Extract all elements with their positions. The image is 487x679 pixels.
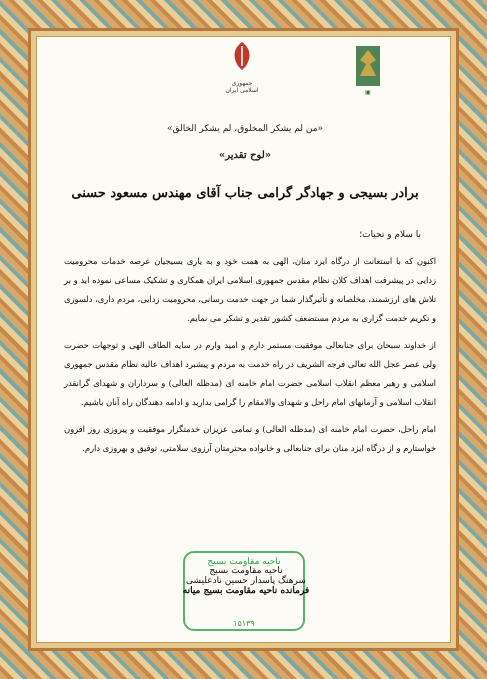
stamp-text: ناحیه مقاومت بسیج [207,557,281,567]
award-title: «لوح تقدیر» [218,150,272,161]
recipient-line: برادر بسیجی و جهادگر گرامی جناب آقای مهندس مسعود حسنی [71,186,419,201]
stamp-code: ۱۵۱۳۹ [233,619,255,628]
svg-text:▣: ▣ [365,89,371,96]
certificate-body [64,252,436,466]
emblem-caption: جمهوری اسلامی ایران [225,80,259,94]
signature-title: ناحیه مقاومت بسیج [209,566,283,576]
signatory-org: فرمانده ناحیه مقاومت بسیج میانه [182,586,310,596]
signatory-name: سرهنگ پاسدار حسین نادعلیشی [186,576,306,586]
paragraph-2: از خداوند سبحان برای جنابعالی موفقیت مستمر دارم و امید وارم در سایه الطاف الهی و توجهات حضرت ولی عصر عجل الله تعالی فرجه الشریف در راه خدمت به مردم و پیشبرد اهداف عالیه نظام مقدس جمهوری اسلامی و رهبر معظم انقلاب اسلامی حضرت امام خامنه ای (مدظله العالی) و سرداران و شهدای گرانقدر انقلاب اسلامی و آرمانهای امام راحل و شهدای والامقام را گرامی بدارید و ادامه دهندگان راه آنان باشیم. [64,340,436,407]
paragraph-3: امام راحل، حضرت امام خامنه ای (مدظله العالی) و تمامی عزیزان خدمتگزار موفقیت و پیروزی روز افزون خواستارم و از درگاه ایزد منان برای جنابعالی و خانواده محترمتان آرزوی سلامتی، توفیق و بهروزی دارم. [64,424,436,453]
iran-emblem-icon [222,38,262,94]
intro-quote: «من لم یشکر المخلوق، لم یشکر الخالق» [166,124,324,134]
irgc-emblem-icon [348,40,388,100]
signature-block [176,566,316,596]
paragraph-1: اکنون که با استعانت از درگاه ایزد منان، الهی به همت خود و به یاری بسیجیان عرصه خدمات محرومیت زدایی در پیشرفت اهداف کلان نظام مقدس جمهوری اسلامی ایران همکاری و تشکیک مساعی نموده اید و بر تلاش های ارزشمند، مخلصانه و تأثیرگذار شما در جهت خدمت رسانی، محرومیت زدایی، مردم داری، دلسوزی و تکریم خدمت گزاری به مردم مستضعف کشور تقدیر و تشکر می نمایم. [64,256,436,323]
greeting: با سلام و تحیات؛ [359,230,421,240]
